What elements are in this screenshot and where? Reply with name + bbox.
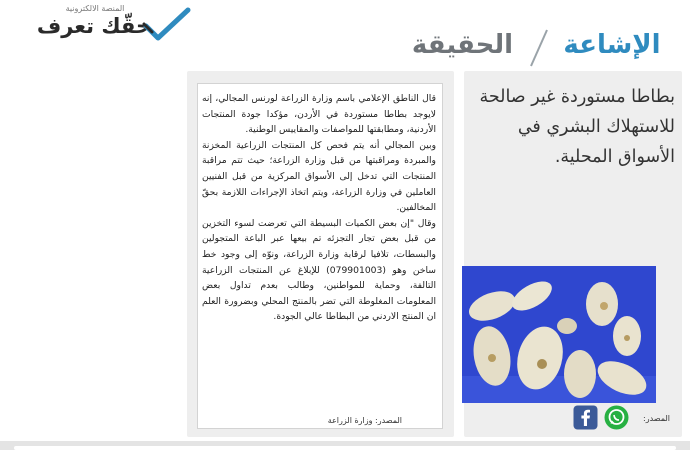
footer-strip (14, 446, 676, 450)
facebook-icon (573, 405, 598, 430)
checkmark-icon (142, 6, 192, 42)
rumor-heading: الإشاعة (563, 30, 661, 60)
potatoes-photo (462, 266, 656, 403)
truth-paragraph: وبين المجالي أنه يتم فحص كل المنتجات الزراعية المخزنة والمبردة ومراقبتها من قبل وزارة الزراعة؛ حيث تتم مراقبة المنتجات التي تدخل إلى الأسواق المركزية من قبل الفنيين العاملين في وزارة الزراعة، ويتم اتخاذ الإجراءات اللازمة بحقّ المخالفين. (202, 139, 436, 214)
whatsapp-icon (604, 405, 629, 430)
divider-slash (525, 28, 553, 68)
rumor-source-label: المصدر: (643, 414, 670, 423)
logo-subtitle: المنصة الالكترونية (65, 4, 125, 13)
truth-paragraph: وقال "إن بعض الكميات البسيطة التي تعرضت لسوء التخزين من قبل بعض تجار التجزئه تم بيعها عبر الباعة المتجولين والبسطات، تلافيا لرقابة وزارة الزراعة، ونوّه إلى وجود خط ساخن وهو (079901003) للإبلاغ عن المنتجات الزراعية التالفة، وحماية للمواطنين، وطالب بعدم تداول بعض المعلومات المغلوطة التي تضر بالمنتج المحلي وبضرورة العلم ان المنتج الاردني من البطاطا عالي الجودة. (202, 217, 436, 323)
logo-title: حقّك تعرف (36, 14, 152, 38)
truth-heading: الحقيقة (411, 30, 514, 60)
truth-body (202, 91, 436, 325)
rumor-text: بطاطا مستوردة غير صالحة للاستهلاك البشري في الأسواق المحلية. (479, 87, 675, 167)
truth-paragraph: قال الناطق الإعلامي باسم وزارة الزراعة لورنس المجالي، إنه لايوجد بطاطا مستوردة في الأردن، مؤكدا جودة المنتجات الأردنية، ومطابقتها للمواصفات والمقاييس الوطنية. (202, 93, 436, 136)
truth-source: المصدر: وزارة الزراعة (327, 416, 402, 425)
